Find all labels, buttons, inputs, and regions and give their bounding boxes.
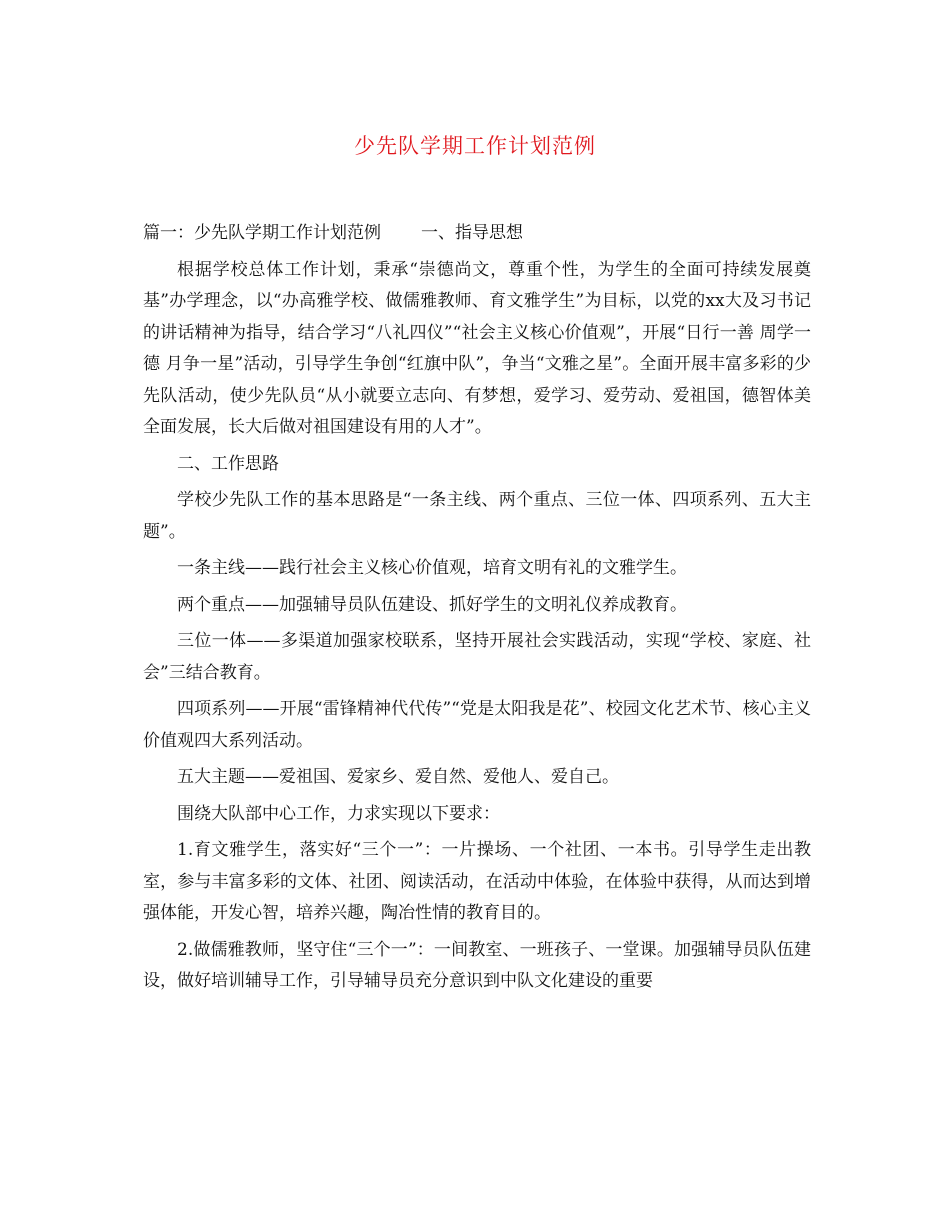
section-heading-1: 一、指导思想 [421,223,523,243]
paragraph: 2.做儒雅教师，坚守住“三个一”：一间教室、一班孩子、一堂课。加强辅导员队伍建设，做好培训辅导工作，引导辅导员充分意识到中队文化建设的重要 [143,939,811,991]
paragraph: 围绕大队部中心工作，力求实现以下要求： [177,803,500,824]
paragraph: 三位一体——多渠道加强家校联系，坚持开展社会实践活动，实现“学校、家庭、社会”三结合教育。 [143,631,811,683]
document-body [143,218,811,1003]
paragraph: 一条主线——践行社会主义核心价值观，培育文明有礼的文雅学生。 [177,558,687,578]
paragraph: 两个重点——加强辅导员队伍建设、抓好学生的文明礼仪养成教育。 [177,594,687,615]
paragraph: 1.育文雅学生，落实好“三个一”：一片操场、一个社团、一本书。引导学生走出教室，参与丰富多彩的文体、社团、阅读活动，在活动中体验，在体验中获得，从而达到增强体能，开发心智，培养兴趣，陶冶性情的教育目的。 [143,840,811,923]
paragraph: 五大主题——爱祖国、爱家乡、爱自然、爱他人、爱自己。 [177,767,619,787]
paragraph: 学校少先队工作的基本思路是“一条主线、两个重点、三位一体、四项系列、五大主题”。 [143,490,811,542]
part-heading: 篇一：少先队学期工作计划范例 [143,223,381,243]
paragraph: 根据学校总体工作计划，秉承“崇德尚文，尊重个性，为学生的全面可持续发展奠基”办学理念，以“办高雅学校、做儒雅教师、育文雅学生”为目标，以党的xx大及习书记的讲话精神为指导，结合学习“八礼四仪”“社会主义核心价值观”，开展“日行一善 周学一德 月争一星”活动，引导学生争创“红旗中队”，争当“文雅之星”。全面开展丰富多彩的少先队活动，使少先队员“从小就要立志向、有梦想，爱学习、爱劳动、爱祖国，德智体美全面发展，长大后做对祖国建设有用的人才”。 [143,259,811,437]
document-title: 少先队学期工作计划范例 [354,134,596,158]
part-heading-line [143,218,811,250]
paragraph: 四项系列——开展“雷锋精神代代传”“党是太阳我是花”、校园文化艺术节、核心主义价值观四大系列活动。 [143,699,811,751]
section-heading-2: 二、工作思路 [177,453,279,474]
